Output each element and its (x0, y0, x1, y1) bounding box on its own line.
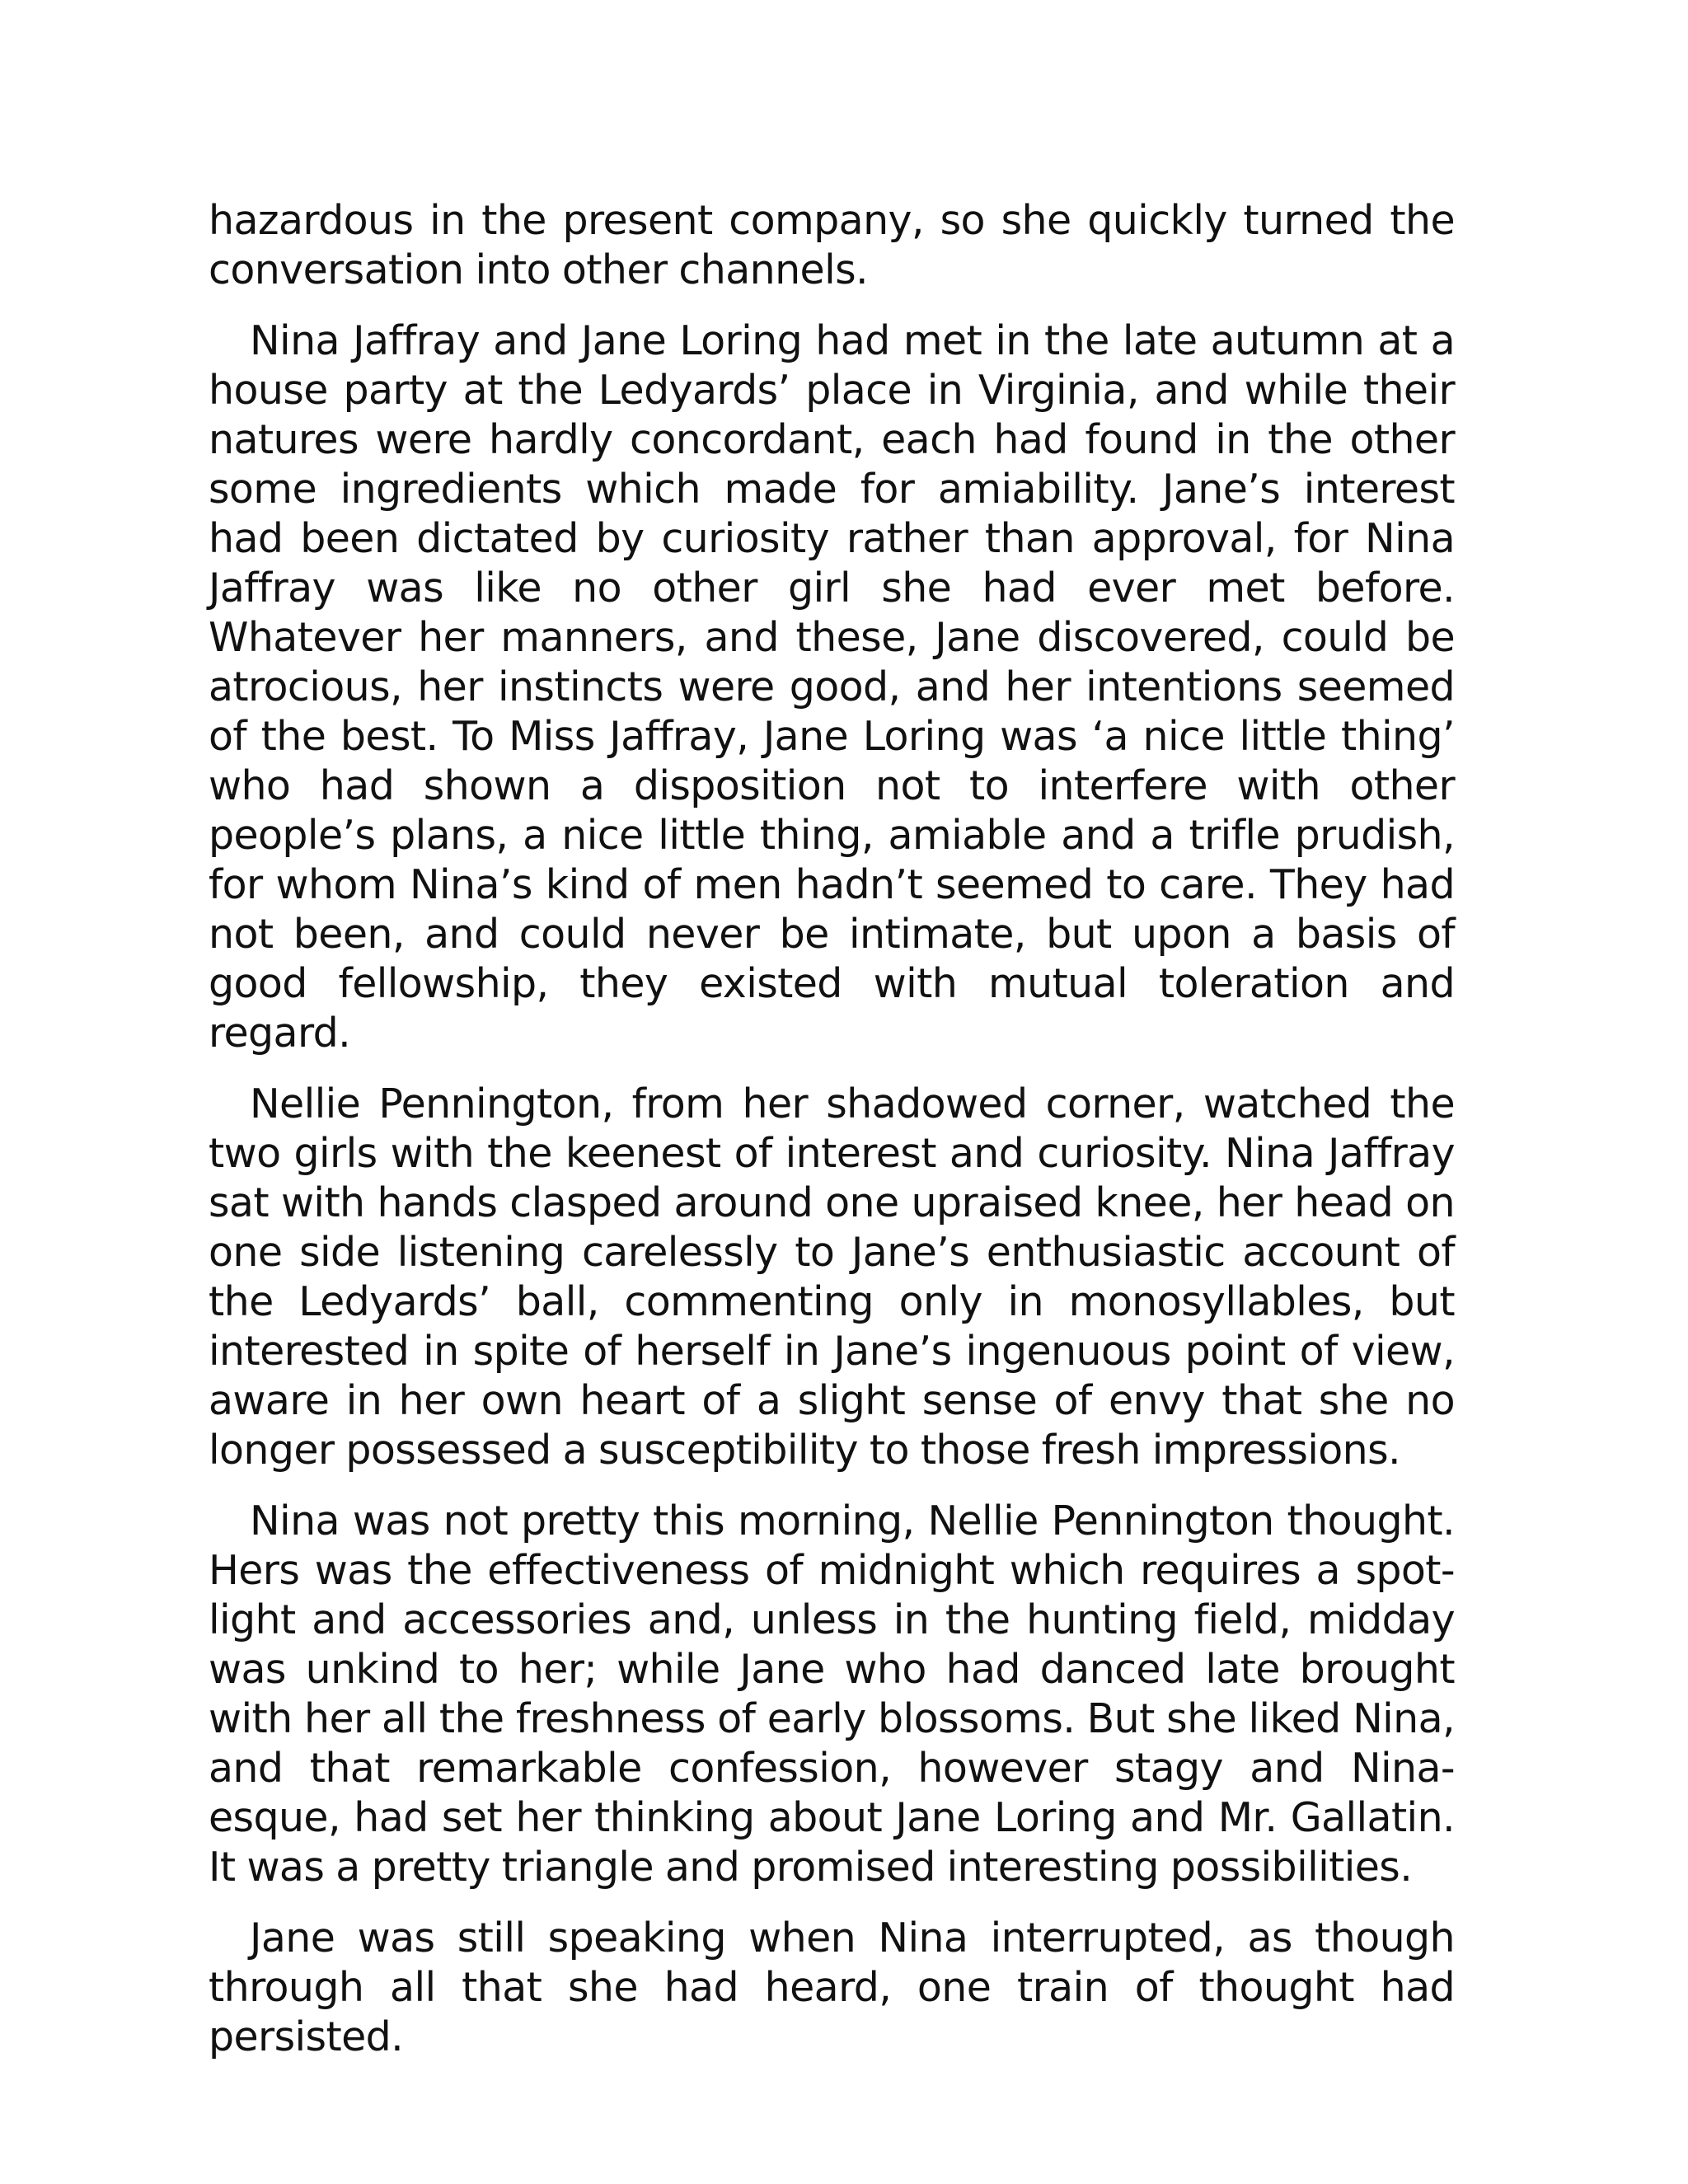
paragraph-jane-speaking: Jane was still speaking when Nina interrupted, as though through all that she had heard, one train of thought had persisted. (209, 1915, 1455, 2060)
paragraph-continuation: hazardous in the present company, so she quickly turned the conversation into other channels. (209, 197, 1455, 293)
paragraph-nina-not-pretty: Nina was not pretty this morning, Nellie Pennington thought. Hers was the effectiveness of midnight which requires a spot-light and accessories and, unless in the hunting field, midday was unkind to her; while Jane who had danced late brought with her all the freshness of early blossoms. But she liked Nina, and that remarkable confession, however stagy and Nina-esque, had set her thinking about Jane Loring and Mr. Gallatin. It was a pretty triangle and promised interesting possibilities. (209, 1497, 1455, 1891)
paragraph-nellie-watching: Nellie Pennington, from her shadowed corner, watched the two girls with the keenest of interest and curiosity. Nina Jaffray sat with hands clasped around one upraised knee, her head on one side listening carelessly to Jane’s enthusiastic account of the Ledyards’ ball, commenting only in monosyllables, but interested in spite of herself in Jane’s ingenuous point of view, aware in her own heart of a slight sense of envy that she no longer possessed a susceptibility to those fresh impressions. (209, 1080, 1455, 1474)
paragraph-nina-and-jane: Nina Jaffray and Jane Loring had met in the late autumn at a house party at the Ledyards’ place in Virginia, and while their natures were hardly concordant, each had found in the other some ingredients which made for amiability. Jane’s interest had been dictated by curiosity rather than approval, for Nina Jaffray was like no other girl she had ever met before. Whatever her manners, and these, Jane discovered, could be atrocious, her instincts were good, and her intentions seemed of the best. To Miss Jaffray, Jane Loring was ‘a nice little thing’ who had shown a disposition not to interfere with other people’s plans, a nice little thing, amiable and a trifle prudish, for whom Nina’s kind of men hadn’t seemed to care. They had not been, and could never be intimate, but upon a basis of good fellowship, they existed with mutual toleration and regard. (209, 317, 1455, 1057)
book-page-text (209, 196, 1455, 2083)
